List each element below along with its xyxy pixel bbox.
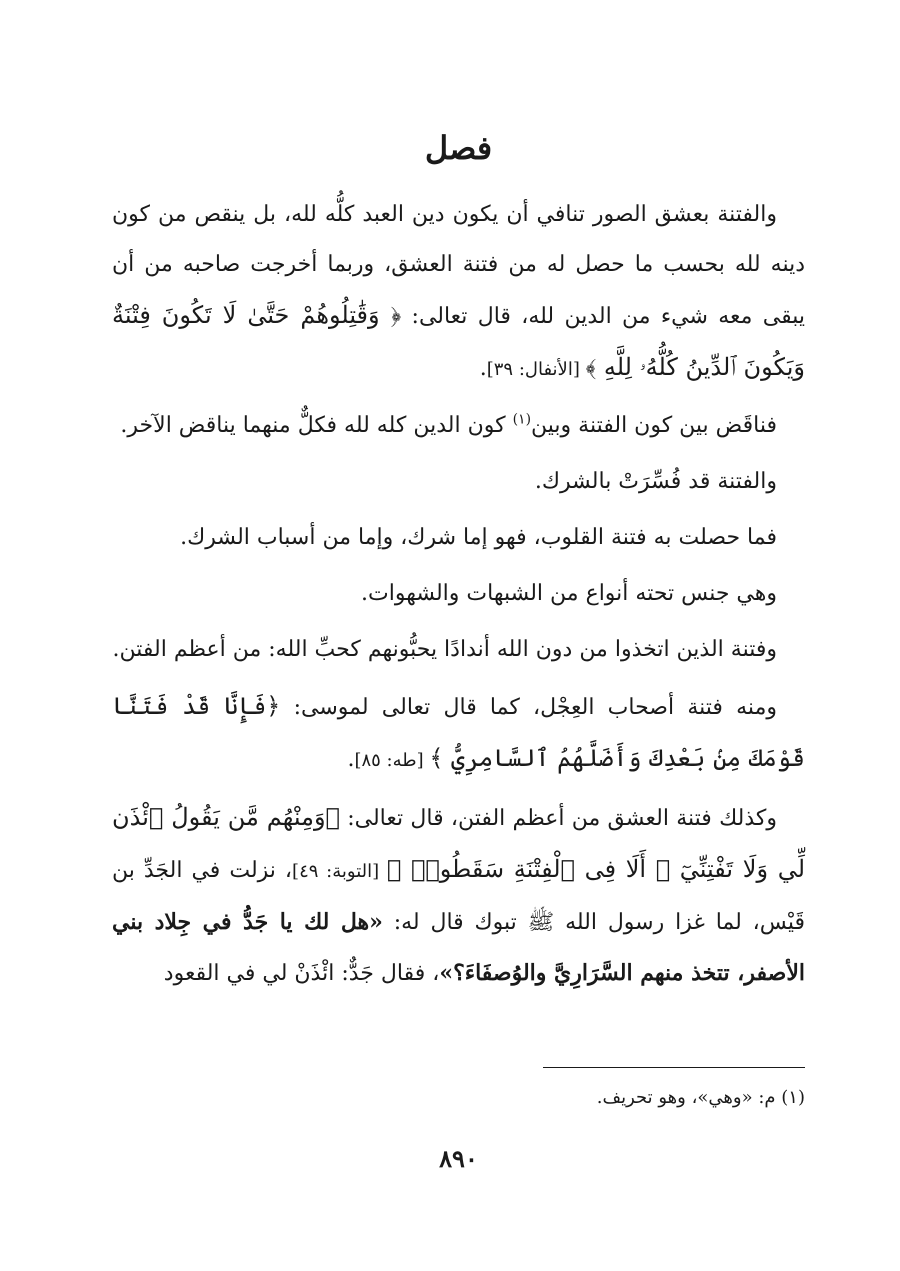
footnote-1: (١) م: «وهي»، وهو تحريف. — [596, 1087, 805, 1108]
quran-verse-anfal: ﴿ وَقَٰتِلُوهُمْ حَتَّىٰ لَا تَكُونَ فِتْنَةٌ وَيَكُونَ ٱلدِّينُ كُلُّهُۥ لِلَّهِ ﴾ — [112, 301, 805, 381]
verse-reference-tawba: [التوبة: ٤٩] — [292, 861, 387, 882]
quran-verse-taha: ﴿فَإِنَّا قَدْ فَتَنَّا قَوْمَكَ مِنۢ بَعْدِكَ وَأَضَلَّهُمُ ٱلسَّامِرِيُّ ﴾ — [112, 692, 805, 772]
paragraph-2-end: كون الدين كله لله فكلٌّ منهما يناقض الآخر. — [120, 413, 513, 438]
paragraph-7-end: . — [347, 747, 355, 772]
page-number: ٨٩٠ — [439, 1144, 478, 1173]
paragraph-8-middle: ، نزلت في الجَدِّ بن قَيْس، لما غزا رسول الله ﷺ تبوك قال له: — [112, 858, 805, 935]
quran-verse-tawba: ﴿وَمِنْهُم مَّن يَقُولُ ٱئْذَن لِّي وَلَا تَفْتِنِّيٓ ۚ أَلَا فِى ٱلْفِتْنَةِ سَقَطُوا۟ ﴾ — [112, 803, 806, 883]
paragraph-7-text: ومنه فتنة أصحاب العِجْل، كما قال تعالى لموسى: — [280, 695, 777, 720]
section-heading: فصل — [424, 129, 493, 167]
hadith-quote: «هل لك يا جَدُّ في جِلاد بني الأصفر، تتخذ منهم السَّرَارِيَّ والوُصفَاءَ؟» — [112, 909, 805, 986]
verse-reference-anfal: [الأنفال: ٣٩] — [486, 359, 586, 380]
paragraph-8-text: وكذلك فتنة العشق من أعظم الفتن، قال تعالى: — [339, 806, 777, 831]
paragraph-1-end: . — [479, 356, 487, 381]
paragraph-4: فما حصلت به فتنة القلوب، فهو إما شرك، وإما من أسباب الشرك. — [180, 525, 777, 550]
paragraph-8 — [112, 792, 805, 999]
footnote-divider — [543, 1067, 805, 1068]
paragraph-8-end: ، فقال جَدٌّ: ائْذَنْ لي في القعود — [163, 961, 440, 986]
paragraph-6: وفتنة الذين اتخذوا من دون الله أندادًا يحبُّونهم كحبِّ الله: من أعظم الفتن. — [112, 637, 777, 662]
paragraph-3: والفتنة قد فُسِّرَتْ بالشرك. — [534, 469, 777, 494]
paragraph-2 — [112, 401, 805, 451]
footnote-marker: (١) — [512, 411, 532, 428]
page-body — [112, 120, 805, 1271]
paragraph-1-text: والفتنة بعشق الصور تنافي أن يكون دين العبد كلُّه لله، بل ينقص من كون دينه لله بحسب ما حصل له من فتنة العشق، وربما أخرجت صاحبه من أن يبقى معه شيء من الدين لله، قال تعالى: — [112, 202, 805, 329]
paragraph-7 — [112, 681, 805, 786]
verse-reference-taha: [طه: ٨٥] — [354, 750, 430, 771]
paragraph-5: وهي جنس تحته أنواع من الشبهات والشهوات. — [361, 581, 777, 606]
paragraph-2-text: فناقَض بين كون الفتنة وبين — [531, 413, 777, 438]
paragraph-1 — [112, 190, 805, 395]
